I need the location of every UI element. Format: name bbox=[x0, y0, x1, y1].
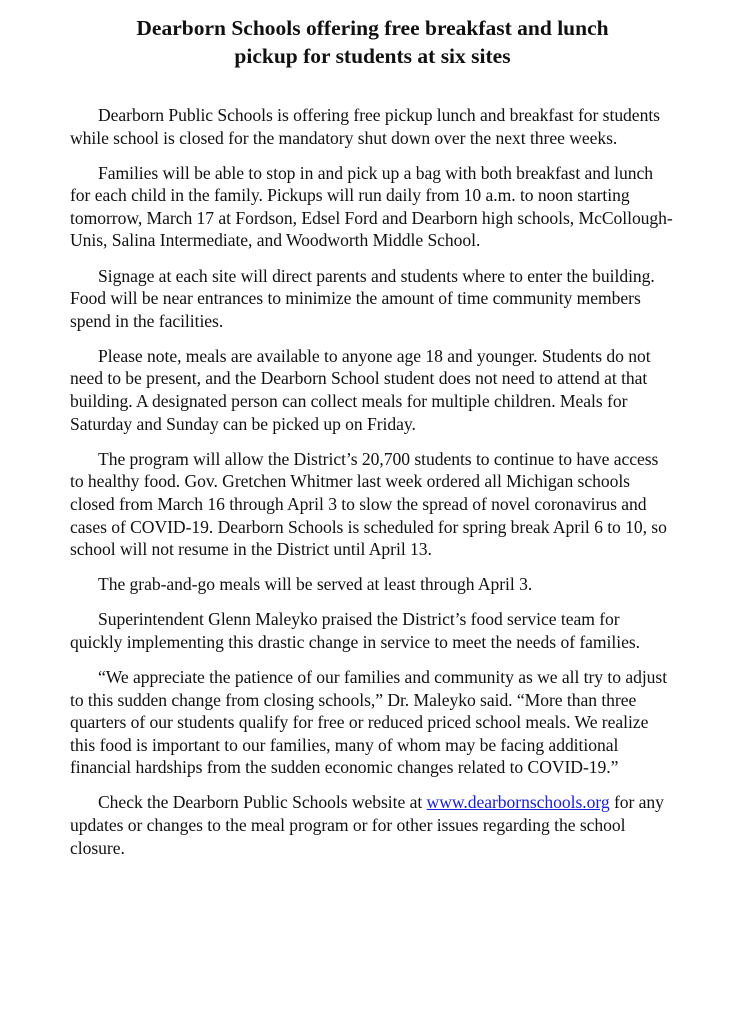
paragraph-7: Superintendent Glenn Maleyko praised the District’s food service team for quickly implementing this drastic change in service to meet the needs of families. bbox=[70, 609, 640, 652]
paragraph-1: Dearborn Public Schools is offering free pickup lunch and breakfast for students while school is closed for the mandatory shut down over the next three weeks. bbox=[70, 105, 660, 148]
paragraph-2: Families will be able to stop in and pick up a bag with both breakfast and lunch for each child in the family. Pickups will run daily from 10 a.m. to noon starting tomorrow, March 17 at Fordson, Edsel Ford and Dearborn high schools, McCollough-Unis, Salina Intermediate, and Woodworth Middle School. bbox=[70, 162, 673, 251]
dearborn-schools-website-link[interactable]: www.dearbornschools.org bbox=[426, 792, 610, 813]
paragraph-5: The program will allow the District’s 20,700 students to continue to have access to healthy food. Gov. Gretchen Whitmer last week ordered all Michigan schools closed from March 16 through April 3 to slow the spread of novel coronavirus and cases of COVID-19. Dearborn Schools is scheduled for spring break April 6 to 10, so school will not resume in the District until April 13. bbox=[70, 448, 667, 560]
paragraph-9-text-after-link: for any updates or changes to the meal program or for other issues regarding the school closure. bbox=[70, 792, 664, 858]
article-title-line-1: Dearborn Schools offering free breakfast and lunch bbox=[136, 16, 609, 40]
paragraph-8: “We appreciate the patience of our families and community as we all try to adjust to this sudden change from closing schools,” Dr. Maleyko said. “More than three quarters of our students qualify for free or reduced priced school meals. We realize this food is important to our families, many of whom may be facing additional financial hardships from the sudden economic changes related to COVID-19.” bbox=[70, 666, 668, 778]
paragraph-4: Please note, meals are available to anyone age 18 and younger. Students do not need to be present, and the Dearborn School student does not need to attend at that building. A designated person can collect meals for multiple children. Meals for Saturday and Sunday can be picked up on Friday. bbox=[70, 345, 651, 434]
paragraph-6: The grab-and-go meals will be served at least through April 3. bbox=[98, 574, 533, 595]
article-title bbox=[70, 14, 675, 70]
paragraph-9 bbox=[70, 791, 675, 859]
paragraph-9-text-before-link: Check the Dearborn Public Schools website at bbox=[98, 792, 427, 813]
article-title-line-2: pickup for students at six sites bbox=[234, 44, 511, 68]
paragraph-3: Signage at each site will direct parents and students where to enter the building. Food will be near entrances to minimize the amount of time community members spend in the facilities. bbox=[70, 265, 655, 331]
